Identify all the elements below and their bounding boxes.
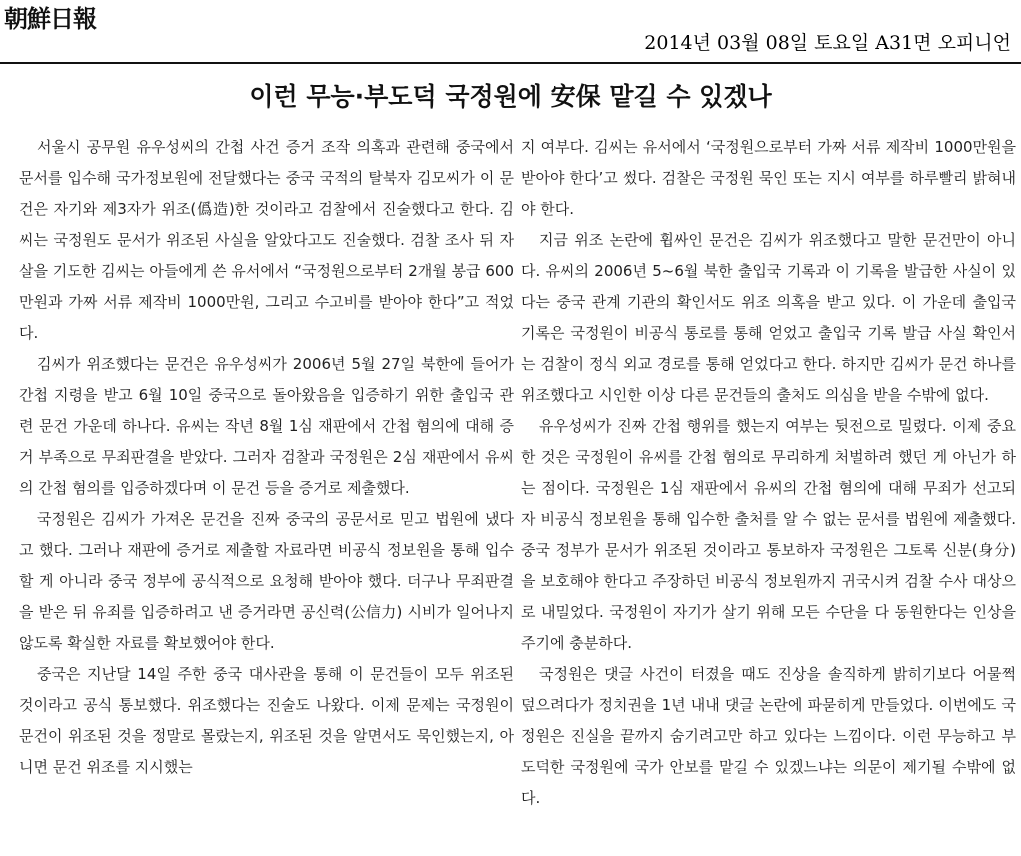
article-column-left [19, 132, 514, 783]
paragraph: 김씨가 위조했다는 문건은 유우성씨가 2006년 5월 27일 북한에 들어가 간첩 지령을 받고 6월 10일 중국으로 돌아왔음을 입증하기 위한 출입국 관련 문건 가운데 하나다. 유씨는 작년 8월 1심 재판에서 간첩 혐의에 대해 증거 부족으로 무죄판결을 받았다. 그러자 검찰과 국정원은 2심 재판에서 유씨의 간첩 혐의를 입증하겠다며 이 문건 등을 증거로 제출했다. [19, 355, 514, 497]
header-divider [0, 62, 1021, 64]
paragraph: 서울시 공무원 유우성씨의 간첩 사건 증거 조작 의혹과 관련해 중국에서 문서를 입수해 국가정보원에 전달했다는 중국 국적의 탈북자 김모씨가 이 문건은 자기와 제3자가 위조(僞造)한 것이라고 검찰에서 진술했다고 한다. 김씨는 국정원도 문서가 위조된 사실을 알았다고도 진술했다. 검찰 조사 뒤 자살을 기도한 김씨는 아들에게 쓴 유서에서 “국정원으로부터 2개월 봉급 600만원과 가짜 서류 제작비 1000만원, 그리고 수고비를 받아야 한다”고 적었다. [19, 138, 514, 342]
editorial-headline: 이런 무능·부도덕 국정원에 安保 맡길 수 있겠나 [249, 82, 772, 111]
newspaper-logo: 朝鮮日報 [4, 5, 96, 33]
paragraph: 유우성씨가 진짜 간첩 행위를 했는지 여부는 뒷전으로 밀렸다. 이제 중요한 것은 국정원이 유씨를 간첩 혐의로 무리하게 처벌하려 했던 게 아닌가 하는 점이다. 국정원은 1심 재판에서 유씨의 간첩 혐의에 대해 무죄가 선고되자 비공식 정보원을 통해 입수한 출처를 알 수 없는 문서를 법원에 제출했다. 중국 정부가 문서가 위조된 것이라고 통보하자 국정원은 그토록 신분(身分)을 보호해야 한다고 주장하던 비공식 정보원까지 귀국시켜 검찰 수사 대상으로 내밀었다. 국정원이 자기가 살기 위해 모든 수단을 다 동원한다는 인상을 주기에 충분하다. [521, 417, 1016, 652]
article-column-right [521, 132, 1016, 814]
dateline: 2014년 03월 08일 토요일 A31면 오피니언 [644, 32, 1011, 54]
paragraph: 지금 위조 논란에 휩싸인 문건은 김씨가 위조했다고 말한 문건만이 아니다. 유씨의 2006년 5~6월 북한 출입국 기록과 이 기록을 발급한 사실이 있다는 중국 관계 기관의 확인서도 위조 의혹을 받고 있다. 이 가운데 출입국 기록은 국정원이 비공식 통로를 통해 얻었고 출입국 기록 발급 사실 확인서는 검찰이 정식 외교 경로를 통해 얻었다고 한다. 하지만 김씨가 문건 하나를 위조했다고 시인한 이상 다른 문건들의 출처도 의심을 받을 수밖에 없다. [521, 231, 1016, 404]
paragraph: 국정원은 댓글 사건이 터졌을 때도 진상을 솔직하게 밝히기보다 어물쩍 덮으려다가 정치권을 1년 내내 댓글 논란에 파묻히게 만들었다. 이번에도 국정원은 진실을 끝까지 숨기려고만 하고 있다는 느낌이다. 이런 무능하고 부도덕한 국정원에 국가 안보를 맡길 수 있겠느냐는 의문이 제기될 수밖에 없다. [521, 665, 1016, 807]
paragraph: 국정원은 김씨가 가져온 문건을 진짜 중국의 공문서로 믿고 법원에 냈다고 했다. 그러나 재판에 증거로 제출할 자료라면 비공식 정보원을 통해 입수할 게 아니라 중국 정부에 공식적으로 요청해 받아야 했다. 더구나 무죄판결을 받은 뒤 유죄를 입증하려고 낸 증거라면 공신력(公信力) 시비가 일어나지 않도록 확실한 자료를 확보했어야 한다. [19, 510, 514, 652]
paragraph: 중국은 지난달 14일 주한 중국 대사관을 통해 이 문건들이 모두 위조된 것이라고 공식 통보했다. 위조했다는 진술도 나왔다. 이제 문제는 국정원이 문건이 위조된 것을 정말로 몰랐는지, 위조된 것을 알면서도 묵인했는지, 아니면 문건 위조를 지시했는 [19, 665, 514, 776]
paragraph-continuation: 지 여부다. 김씨는 유서에서 ‘국정원으로부터 가짜 서류 제작비 1000만원을 받아야 한다’고 썼다. 검찰은 국정원 묵인 또는 지시 여부를 하루빨리 밝혀내야 한다. [521, 138, 1016, 218]
